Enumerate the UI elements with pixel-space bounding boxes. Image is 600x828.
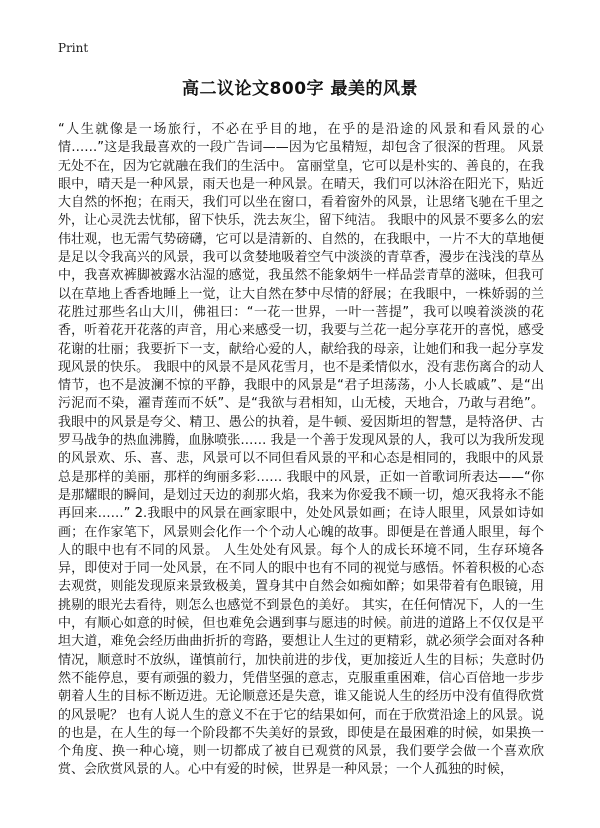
print-link[interactable]: Print	[58, 41, 89, 55]
document-body: “人生就像是一场旅行，不必在乎目的地，在乎的是沿途的风景和看风景的心情……”这是我最喜欢的一段广告词——因为它虽精短，却包含了很深的哲理。 风景无处不在，因为它就融在我们的生活中。 富丽堂皇，它可以是朴实的、善良的，在我眼中，晴天是一种风景，雨天也是一种风景。在晴天，我们可以沐浴在阳光下，贴近大自然的怀抱；在雨天，我们可以坐在窗口，看着窗外的风景，让思绪飞驰在千里之外，让心灵洗去忧郁，留下快乐，洗去灰尘，留下纯洁。 我眼中的风景不要多么的宏伟壮观，也无需气势磅礴，它可以是清新的、自然的，在我眼中，一片不大的草地便是足以令我高兴的风景，我可以贪婪地吸着空气中淡淡的青草香，漫步在浅浅的草丛中，我喜欢裤脚被露水沾湿的感觉，我虽然不能象炳牛一样品尝青草的滋味，但我可以在草地上香香地睡上一觉，让大自然在梦中尽情的舒展；在我眼中，一株娇弱的兰花胜过那些名山大川，佛祖曰：“一花一世界，一叶一菩提”，我可以嗅着淡淡的花香，听着花开花落的声音，用心来感受一切，我要与兰花一起分享花开的喜悦，感受花谢的壮丽；我要折下一支，献给心爱的人，献给我的母亲，让她们和我一起分享发现风景的快乐。 我眼中的风景不是风花雪月，也不是柔情似水，没有悲伤离合的动人情节，也不是波澜不惊的平静，我眼中的风景是“君子坦荡荡，小人长戚戚”、是“出污泥而不染，濯青莲而不妖”、是“我欲与君相知，山无棱，天地合，乃敢与君绝”。 我眼中的风景是夸父、精卫、愚公的执着，是牛顿、爱因斯坦的智慧，是特洛伊、古罗马战争的热血沸腾，血脉喷张…… 我是一个善于发现风景的人，我可以为我所发现的风景欢、乐、喜、悲，风景可以不同但看风景的平和心态是相同的，我眼中的风景总是那样的美丽，那样的绚丽多彩…… 我眼中的风景，正如一首歌词所表达——“你是那耀眼的瞬间，是划过天边的刹那火焰，我来为你爱我不顾一切，熄灭我将永不能再回来……” 2.我眼中的风景在画家眼中，处处风景如画；在诗人眼里，风景如诗如画；在作家笔下，风景则会化作一个个动人心魄的故事。即便是在普通人眼里，每个人的眼中也有不同的风景。 人生处处有风景。每个人的成长环境不同，生存环境各异，即使对于同一处风景，在不同人的眼中也有不同的视觉与感悟。怀着积极的心态去观赏，则能发现原来景致极美，置身其中自然会如痴如醉；如果带着有色眼镜，用挑剔的眼光去看待，则怎么也感觉不到景色的美好。 其实，在任何情况下，人的一生中，有顺心如意的时候，但也难免会遇到事与愿违的时候。前进的道路上不仅仅是平坦大道，难免会经历曲曲折折的弯路，要想让人生过的更精彩，就必须学会面对各种情况，顺意时不放纵，谨慎前行，加快前进的步伐，更加接近人生的目标；失意时仍然不能停息，要有顽强的毅力，凭借坚强的意志，克服重重困难，信心百倍地一步步朝着人生的目标不断迈进。无论顺意还是失意，谁又能说人生的经历中没有值得欣赏的风景呢？ 也有人说人生的意义不在于它的结果如何，而在于欣赏沿途上的风景。说的也是，在人生的每一个阶段都不失美好的景致，即使是在最困难的时候，如果换一个角度、换一种心境，则一切都成了被自已观赏的风景，我们要学会做一个喜欢欣赏、会欣赏风景的人。心中有爱的时候，世界是一种风景；一个人孤独的时候，	[58, 122, 544, 778]
document-title: 高二议论文800字 最美的风景	[182, 79, 418, 99]
